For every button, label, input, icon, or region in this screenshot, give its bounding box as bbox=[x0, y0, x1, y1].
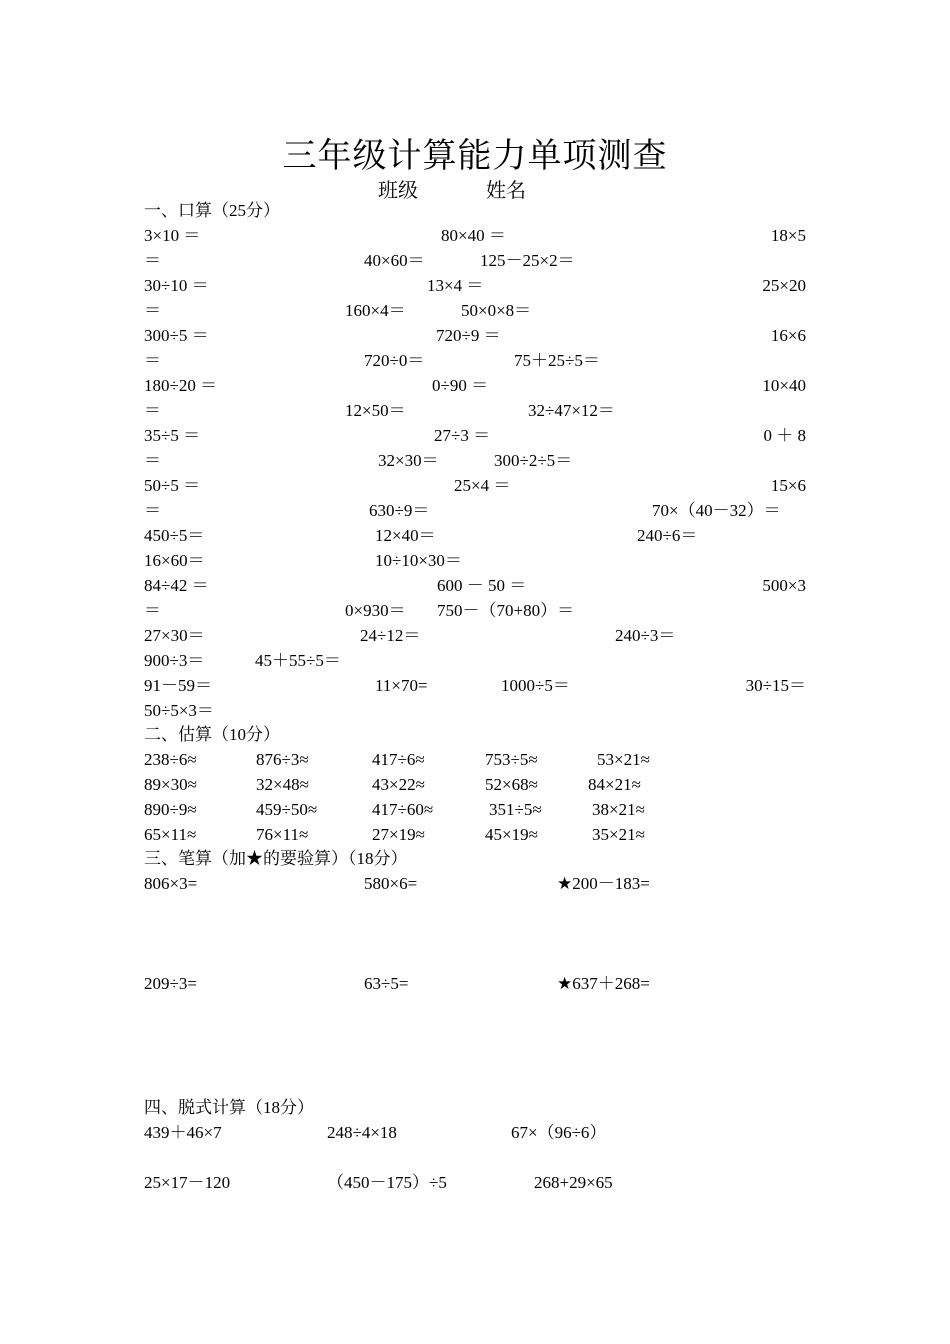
oral-problem: 12×40＝ bbox=[375, 526, 436, 545]
oral-problem: 30÷15＝ bbox=[745, 676, 806, 695]
oral-problem: 3×10 ＝ bbox=[144, 226, 201, 245]
page-title: 三年级计算能力单项测查 bbox=[282, 138, 668, 175]
oral-problem: 16×6 bbox=[770, 326, 806, 345]
oral-problem: 84÷42 ＝ bbox=[144, 576, 209, 595]
estimate-problem: 89×30≈ bbox=[144, 775, 197, 794]
estimate-problem: 417÷6≈ bbox=[372, 750, 425, 769]
expression-problem: 25×17－120 bbox=[144, 1173, 231, 1192]
oral-problem: 75＋25÷5＝ bbox=[514, 351, 600, 370]
oral-problem: 10×40 bbox=[762, 376, 806, 395]
oral-problem: 10÷10×30＝ bbox=[375, 551, 462, 570]
oral-problem: 630÷9＝ bbox=[369, 501, 430, 520]
oral-problem: 300÷5 ＝ bbox=[144, 326, 209, 345]
estimate-problem: 890÷9≈ bbox=[144, 800, 197, 819]
written-problem: 580×6= bbox=[364, 874, 418, 893]
oral-problem: 80×40 ＝ bbox=[441, 226, 506, 245]
expression-problem: 268+29×65 bbox=[534, 1173, 613, 1192]
oral-problem: 91－59＝ bbox=[144, 676, 212, 695]
oral-problem: 300÷2÷5＝ bbox=[494, 451, 573, 470]
class-label: 班级 bbox=[378, 180, 418, 202]
oral-problem: 25×4 ＝ bbox=[454, 476, 511, 495]
estimate-problem: 876÷3≈ bbox=[256, 750, 309, 769]
written-problem: 209÷3= bbox=[144, 974, 197, 993]
expression-problem: 67×（96÷6） bbox=[511, 1123, 607, 1142]
oral-problem: 11×70= bbox=[375, 676, 428, 695]
oral-problem: 240÷6＝ bbox=[637, 526, 698, 545]
estimate-problem: 417÷60≈ bbox=[372, 800, 434, 819]
estimate-problem: 38×21≈ bbox=[592, 800, 645, 819]
estimate-problem: 35×21≈ bbox=[592, 825, 645, 844]
oral-problem: 15×6 bbox=[770, 476, 806, 495]
oral-problem: ＝ bbox=[144, 301, 161, 320]
oral-problem: 50×0×8＝ bbox=[461, 301, 532, 320]
oral-problem: 720÷0＝ bbox=[364, 351, 425, 370]
oral-problem: 32÷47×12＝ bbox=[528, 401, 615, 420]
estimate-problem: 65×11≈ bbox=[144, 825, 197, 844]
oral-problem: 125－25×2＝ bbox=[480, 251, 575, 270]
oral-problem: ＝ bbox=[144, 401, 161, 420]
estimate-problem: 753÷5≈ bbox=[485, 750, 538, 769]
written-problem: ★200－183= bbox=[557, 874, 650, 893]
estimate-problem: 32×48≈ bbox=[256, 775, 309, 794]
estimate-problem: 84×21≈ bbox=[588, 775, 641, 794]
estimate-problem: 45×19≈ bbox=[485, 825, 538, 844]
oral-problem: 0 ＋ 8 bbox=[763, 426, 806, 445]
oral-problem: 45＋55÷5＝ bbox=[255, 651, 341, 670]
estimate-problem: 52×68≈ bbox=[485, 775, 538, 794]
oral-problem: 50÷5×3＝ bbox=[144, 701, 214, 720]
oral-problem: 70×（40－32）＝ bbox=[652, 501, 781, 520]
estimate-problem: 27×19≈ bbox=[372, 825, 425, 844]
expression-problem: 248÷4×18 bbox=[327, 1123, 397, 1142]
oral-problem: 0×930＝ bbox=[345, 601, 406, 620]
estimate-problem: 53×21≈ bbox=[597, 750, 650, 769]
expression-problem: 439＋46×7 bbox=[144, 1123, 222, 1142]
oral-problem: 24÷12＝ bbox=[360, 626, 421, 645]
estimate-problem: 43×22≈ bbox=[372, 775, 425, 794]
expression-problem: （450－175）÷5 bbox=[327, 1173, 447, 1192]
section3-heading: 三、笔算（加★的要验算）（18分） bbox=[144, 849, 408, 868]
oral-problem: 25×20 bbox=[762, 276, 806, 295]
oral-problem: 27×30＝ bbox=[144, 626, 205, 645]
section1-heading: 一、口算（25分） bbox=[144, 201, 280, 220]
oral-problem: 12×50＝ bbox=[345, 401, 406, 420]
oral-problem: 160×4＝ bbox=[345, 301, 406, 320]
oral-problem: 13×4 ＝ bbox=[427, 276, 484, 295]
oral-problem: 450÷5＝ bbox=[144, 526, 205, 545]
oral-problem: 900÷3＝ bbox=[144, 651, 205, 670]
oral-problem: 30÷10 ＝ bbox=[144, 276, 209, 295]
oral-problem: 32×30＝ bbox=[378, 451, 439, 470]
oral-problem: 16×60＝ bbox=[144, 551, 205, 570]
oral-problem: 0÷90 ＝ bbox=[432, 376, 489, 395]
oral-problem: 40×60＝ bbox=[364, 251, 425, 270]
name-label: 姓名 bbox=[486, 180, 526, 202]
oral-problem: 240÷3＝ bbox=[615, 626, 676, 645]
oral-problem: 35÷5 ＝ bbox=[144, 426, 201, 445]
oral-problem: ＝ bbox=[144, 251, 161, 270]
oral-problem: 1000÷5＝ bbox=[501, 676, 570, 695]
estimate-problem: 459÷50≈ bbox=[256, 800, 318, 819]
oral-problem: 600 － 50 ＝ bbox=[437, 576, 527, 595]
oral-problem: 27÷3 ＝ bbox=[434, 426, 491, 445]
estimate-problem: 76×11≈ bbox=[256, 825, 309, 844]
oral-problem: ＝ bbox=[144, 451, 161, 470]
estimate-problem: 351÷5≈ bbox=[489, 800, 542, 819]
oral-problem: 720÷9 ＝ bbox=[436, 326, 501, 345]
oral-problem: ＝ bbox=[144, 601, 161, 620]
section4-heading: 四、脱式计算（18分） bbox=[144, 1098, 314, 1117]
oral-problem: ＝ bbox=[144, 351, 161, 370]
written-problem: ★637＋268= bbox=[557, 974, 650, 993]
oral-problem: 750－（70+80）＝ bbox=[437, 601, 575, 620]
estimate-problem: 238÷6≈ bbox=[144, 750, 197, 769]
section2-heading: 二、估算（10分） bbox=[144, 725, 280, 744]
written-problem: 63÷5= bbox=[364, 974, 409, 993]
oral-problem: ＝ bbox=[144, 501, 161, 520]
oral-problem: 500×3 bbox=[762, 576, 806, 595]
written-problem: 806×3= bbox=[144, 874, 198, 893]
oral-problem: 50÷5 ＝ bbox=[144, 476, 201, 495]
oral-problem: 18×5 bbox=[770, 226, 806, 245]
oral-problem: 180÷20 ＝ bbox=[144, 376, 218, 395]
